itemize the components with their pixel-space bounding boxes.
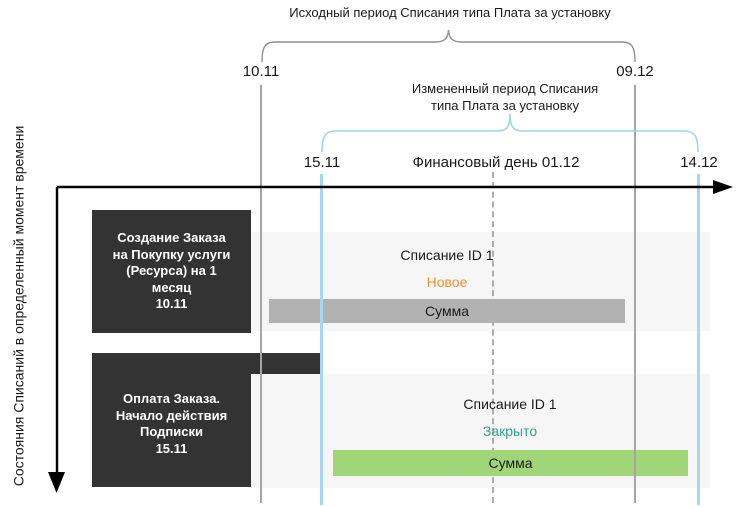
event-text-line: (Ресурса) на 1 — [126, 263, 217, 279]
event-box-order-creation — [92, 210, 251, 333]
time-axis-arrowhead — [713, 180, 733, 194]
date-line-14-12 — [697, 174, 700, 505]
sum-bar-label: Сумма — [425, 303, 469, 319]
changed-period-label-line2: типа Плата за установку — [431, 98, 579, 113]
date-label-10-11: 10.11 — [242, 63, 280, 80]
event-text-line: Оплата Заказа. — [122, 391, 221, 406]
sum-bar-label: Сумма — [488, 455, 533, 471]
charge-title-new: Списание ID 1 — [400, 247, 494, 263]
changed-period-label — [355, 80, 655, 114]
original-period-brace — [262, 30, 635, 62]
event-text-line: Создание Заказа — [117, 230, 226, 246]
event-text-line: Подписки — [140, 424, 203, 439]
event-text-line: месяц — [151, 279, 192, 295]
event-text-line: на Покупку услуги — [112, 246, 231, 262]
date-line-15-11 — [320, 174, 323, 505]
date-line-10-11 — [260, 85, 262, 503]
financial-day-label: Финансовый день 01.12 — [412, 154, 580, 171]
event-text-line: 10.11 — [155, 296, 188, 312]
original-period-label: Исходный период Списания типа Плата за установку — [289, 5, 611, 20]
changed-period-brace — [322, 114, 698, 152]
state-axis-arrowhead — [48, 472, 65, 493]
event-box-order-payment — [92, 353, 251, 487]
date-line-09-12 — [634, 85, 636, 503]
charge-status-closed: Закрыто — [482, 423, 538, 439]
changed-period-label-line1: Измененный период Списания — [411, 81, 599, 96]
date-label-14-12: 14.12 — [680, 154, 718, 171]
y-axis-label: Состояния Списаний в определенный момент времени — [10, 125, 27, 487]
date-label-09-12: 09.12 — [616, 63, 654, 80]
event-text-line: Начало действия — [115, 407, 228, 423]
date-label-15-11: 15.11 — [303, 154, 341, 171]
charge-status-new: Новое — [426, 274, 468, 290]
event-text-line: 15.11 — [155, 440, 188, 456]
charge-title-closed: Списание ID 1 — [463, 396, 557, 412]
